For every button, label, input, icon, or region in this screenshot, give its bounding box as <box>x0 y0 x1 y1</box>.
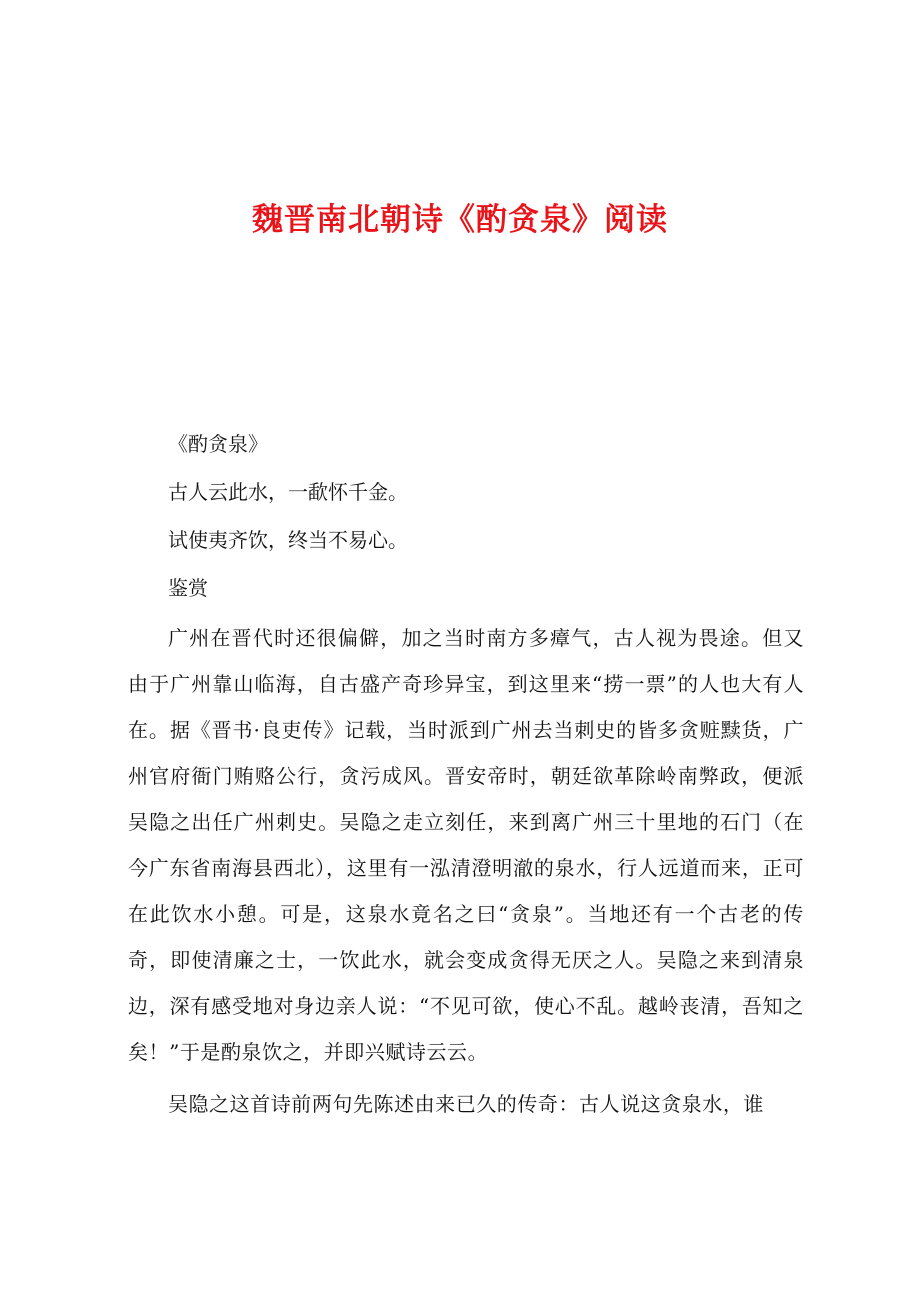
section-label: 鉴赏 <box>168 576 208 600</box>
paragraph-1: 广州在晋代时还很偏僻，加之当时南方多瘴气，古人视为畏途。但又由于广州靠山临海，自古盛产奇珍异宝，到这里来“捞一票”的人也大有人在。据《晋书·良吏传》记载，当时派到广州去当刺史的皆多贪赃黩货，广州官府衙门贿赂公行，贪污成风。晋安帝时，朝廷欲革除岭南弊政，便派吴隐之出任广州刺史。吴隐之走立刻任，来到离广州三十里地的石门（在今广东省南海县西北），这里有一泓清澄明澈的泉水，行人远道而来，正可在此饮水小憩。可是，这泉水竟名之曰“贪泉”。当地还有一个古老的传奇，即使清廉之士，一饮此水，就会变成贪得无厌之人。吴隐之来到清泉边，深有感受地对身边亲人说：“不见可欲，使心不乱。越岭丧清，吾知之矣！”于是酌泉饮之，并即兴赋诗云云。 <box>128 626 804 1064</box>
poem-line-1: 古人云此水，一歃怀千金。 <box>168 480 408 504</box>
document-title: 魏晋南北朝诗《酌贪泉》阅读 <box>252 202 668 238</box>
poem-line-2: 试使夷齐饮，终当不易心。 <box>168 528 408 552</box>
document-body <box>128 423 804 1133</box>
paragraph-2: 吴隐之这首诗前两句先陈述由来已久的传奇：古人说这贪泉水，谁 <box>168 1092 764 1116</box>
poem-title: 《酌贪泉》 <box>168 432 268 456</box>
